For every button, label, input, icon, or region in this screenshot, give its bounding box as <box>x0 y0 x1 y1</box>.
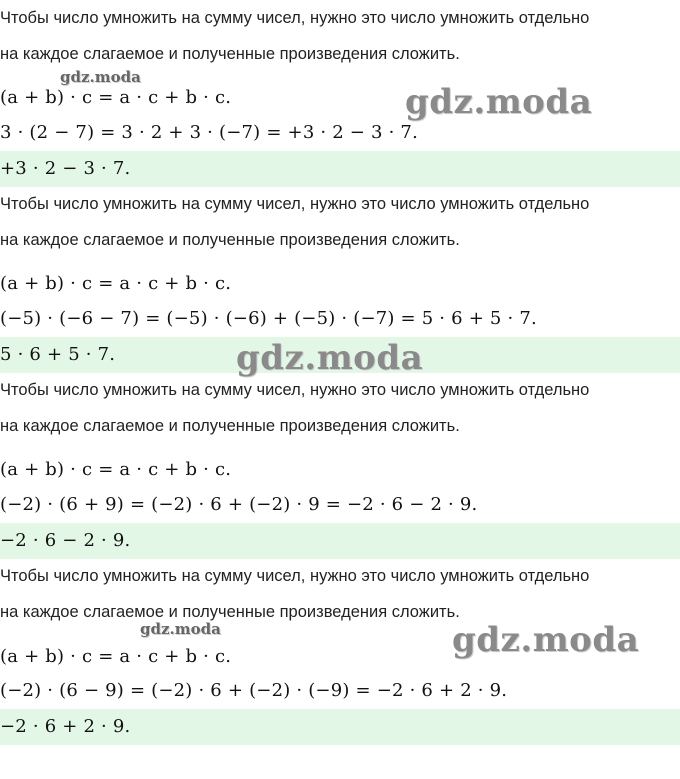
distributive-formula: (a + b) · c = a · c + b · c. <box>0 273 232 294</box>
rule-text-line2: на каждое слагаемое и полученные произведения сложить. <box>0 231 460 249</box>
rule-text-line1: Чтобы число умножить на сумму чисел, нужно это число умножить отдельно <box>0 381 590 399</box>
distributive-formula: (a + b) · c = a · c + b · c. <box>0 459 232 480</box>
answer-line: 5 · 6 + 5 · 7. <box>0 337 680 373</box>
answer-line: +3 · 2 − 3 · 7. <box>0 151 680 187</box>
rule-text-line2: на каждое слагаемое и полученные произведения сложить. <box>0 603 460 621</box>
watermark-large: gdz.moda <box>452 620 640 660</box>
watermark-small: gdz.moda <box>140 620 221 638</box>
solution-line: 3 · (2 − 7) = 3 · 2 + 3 · (−7) = +3 · 2 − 3 · 7. <box>0 122 419 143</box>
distributive-formula: (a + b) · c = a · c + b · c. <box>0 87 232 108</box>
watermark-large: gdz.moda <box>405 82 593 122</box>
watermark-small: gdz.moda <box>60 68 141 86</box>
rule-text-line1: Чтобы число умножить на сумму чисел, нужно это число умножить отдельно <box>0 567 590 585</box>
rule-text-line1: Чтобы число умножить на сумму чисел, нужно это число умножить отдельно <box>0 9 590 27</box>
distributive-formula: (a + b) · c = a · c + b · c. <box>0 646 232 667</box>
solution-line: (−5) · (−6 − 7) = (−5) · (−6) + (−5) · (−7) = 5 · 6 + 5 · 7. <box>0 308 537 329</box>
solution-line: (−2) · (6 − 9) = (−2) · 6 + (−2) · (−9) = −2 · 6 + 2 · 9. <box>0 680 508 701</box>
rule-text-line1: Чтобы число умножить на сумму чисел, нужно это число умножить отдельно <box>0 195 590 213</box>
solution-line: (−2) · (6 + 9) = (−2) · 6 + (−2) · 9 = −2 · 6 − 2 · 9. <box>0 494 478 515</box>
answer-line: −2 · 6 − 2 · 9. <box>0 523 680 559</box>
watermark-large: gdz.moda <box>236 338 424 378</box>
rule-text-line2: на каждое слагаемое и полученные произведения сложить. <box>0 417 460 435</box>
answer-line: −2 · 6 + 2 · 9. <box>0 709 680 745</box>
rule-text-line2: на каждое слагаемое и полученные произведения сложить. <box>0 45 460 63</box>
